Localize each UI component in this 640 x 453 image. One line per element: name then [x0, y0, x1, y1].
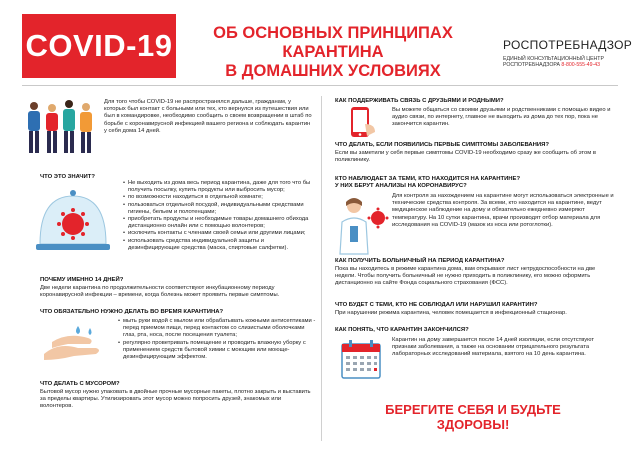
people-illustration: [22, 98, 98, 158]
must-do-list: [118, 318, 316, 361]
list-item: • регулярно проветривать помещение и проводить влажную уборку с применением средств бытовой химии с моющим или моюще-дезинфицирующим эффектом.: [118, 340, 316, 362]
virus-dome-illustration: [30, 186, 116, 256]
a-quarantine-end: Карантин на дому завершается после 14 дней изоляции, если отсутствуют признаки заболевания, а также на основании отрицательного результата лабораторных исследований материала, взятого на 10 день карантина.: [392, 337, 595, 358]
header-divider: [22, 85, 618, 86]
q-garbage: ЧТО ДЕЛАТЬ С МУСОРОМ?: [40, 381, 120, 387]
a-violators: При нарушении режима карантина, человек помещается в инфекционный стационар.: [335, 310, 567, 316]
a-first-symptoms: Если вы заметили у себя первые симптомы COVID-19 необходимо сразу же сообщить об этом в поликлинику.: [335, 150, 596, 164]
quarantine-rules-list: [123, 180, 315, 252]
column-divider: [321, 96, 322, 441]
hand-wash-illustration: [38, 324, 108, 364]
list-item: • использовать средства индивидуальной защиты и дезинфицирующие средства (маска, спиртовые салфетки).: [123, 238, 315, 252]
a-who-monitors: Для контроля за нахождением на карантине могут использоваться электронные и технические средства контроля. За всеми, кто находится на карантине, ведут медицинское наблюдение на дому и обязательно ежедневно измеряют температуру. На 10 сутки карантина, врачи производят отбор материала для исследования на COVID-19 (мазок из носа или ротоглотки).: [392, 193, 614, 228]
q-why-14-days: ПОЧЕМУ ИМЕННО 14 ДНЕЙ?: [40, 277, 124, 283]
q-first-symptoms: ЧТО ДЕЛАТЬ, ЕСЛИ ПОЯВИЛИСЬ ПЕРВЫЕ СИМПТОМЫ ЗАБОЛЕВАНИЯ?: [335, 142, 549, 148]
list-item: • Не выходить из дома весь период карантина, даже для того что бы получить посылку, купить продукты или выбросить мусор;: [123, 180, 315, 194]
a-garbage: Бытовой мусор нужно упаковать в двойные прочные мусорные пакеты, плотно закрыть и выставить за пределы квартиры. Утилизировать этот мусор можно попросить друзей, знакомых или волонтеров.: [40, 389, 311, 410]
q-quarantine-end: КАК ПОНЯТЬ, ЧТО КАРАНТИН ЗАКОНЧИЛСЯ?: [335, 327, 469, 333]
list-item: • по возможности находиться в отдельной комнате;: [123, 194, 315, 201]
list-item: • исключить контакты с членами своей семьи или другими лицами;: [123, 230, 315, 237]
q-who-monitors: КТО НАБЛЮДАЕТ ЗА ТЕМИ, КТО НАХОДИТСЯ НА КАРАНТИНЕ? У НИХ БЕРУТ АНАЛИЗЫ НА КОРОНАВИРУС?: [335, 176, 521, 189]
intro-text: Для того чтобы COVID-19 не распространялся дальше, гражданам, у которых был контакт с больными или тех, кто вернулся из путешествия или был в командировке, необходимо сообщить о своем возвращении в штаб по борьбе с коронавирусной инфекцией вашего региона и соблюдать карантин у себя дома 14 дней.: [104, 99, 312, 134]
list-item: • мыть руки водой с мылом или обрабатывать кожными антисептиками - перед приемом пищи, перед контактом со слизистыми оболочками глаз, рта, носа, после посещения туалета;: [118, 318, 316, 340]
q-sick-leave: КАК ПОЛУЧИТЬ БОЛЬНИЧНЫЙ НА ПЕРИОД КАРАНТИНА?: [335, 258, 505, 264]
q-keep-in-touch: КАК ПОДДЕРЖИВАТЬ СВЯЗЬ С ДРУЗЬЯМИ И РОДНЫМИ?: [335, 98, 504, 104]
a-keep-in-touch: Вы можете общаться со своими друзьями и родственниками с помощью видео и аудио связи, по интернету, главное не выходить из дома до тех пор, пока не закончится карантин.: [392, 107, 611, 128]
doctor-illustration: [332, 192, 390, 256]
list-item: • пользоваться отдельной посудой, индивидуальными средствами гигиены, бельем и полотенцами;: [123, 202, 315, 216]
covid-badge: COVID-19: [22, 14, 176, 78]
q-violators: ЧТО БУДЕТ С ТЕМИ, КТО НЕ СОБЛЮДАЛ ИЛИ НАРУШИЛ КАРАНТИН?: [335, 302, 538, 308]
list-item: • приобретать продукты и необходимые товары домашнего обихода дистанционно онлайн или с помощью волонтеров;: [123, 216, 315, 230]
slogan: БЕРЕГИТЕ СЕБЯ И БУДЬТЕ ЗДОРОВЫ!: [385, 402, 561, 432]
calendar-illustration: [340, 338, 382, 380]
phone-illustration: [345, 106, 379, 140]
agency-contact: ЕДИНЫЙ КОНСУЛЬТАЦИОННЫЙ ЦЕНТР РОСПОТРЕБНАДЗОРА 8-800-555-49-43: [503, 56, 604, 69]
page-title: ОБ ОСНОВНЫХ ПРИНЦИПАХ КАРАНТИНА В ДОМАШНИХ УСЛОВИЯХ: [213, 24, 453, 80]
a-sick-leave: Пока вы находитесь в режиме карантина дома, вам открывают лист нетрудоспособности на две недели. Чтобы получить больничный не нужно приходить в поликлинику, его можно оформить дистанционно на сайте Фонда социального страхования (ФСС).: [335, 266, 596, 287]
agency-name: РОСПОТРЕБНАДЗОР: [503, 38, 633, 52]
a-why-14-days: Две недели карантина по продолжительности соответствуют инкубационному периоду коронавирусной инфекции – времени, когда болезнь может проявить первые симптомы.: [40, 285, 280, 299]
q-what-it-means: ЧТО ЭТО ЗНАЧИТ?: [40, 174, 95, 180]
hotline-phone: 8-800-555-49-43: [561, 62, 601, 69]
q-must-do: ЧТО ОБЯЗАТЕЛЬНО НУЖНО ДЕЛАТЬ ВО ВРЕМЯ КАРАНТИНА?: [40, 309, 224, 315]
